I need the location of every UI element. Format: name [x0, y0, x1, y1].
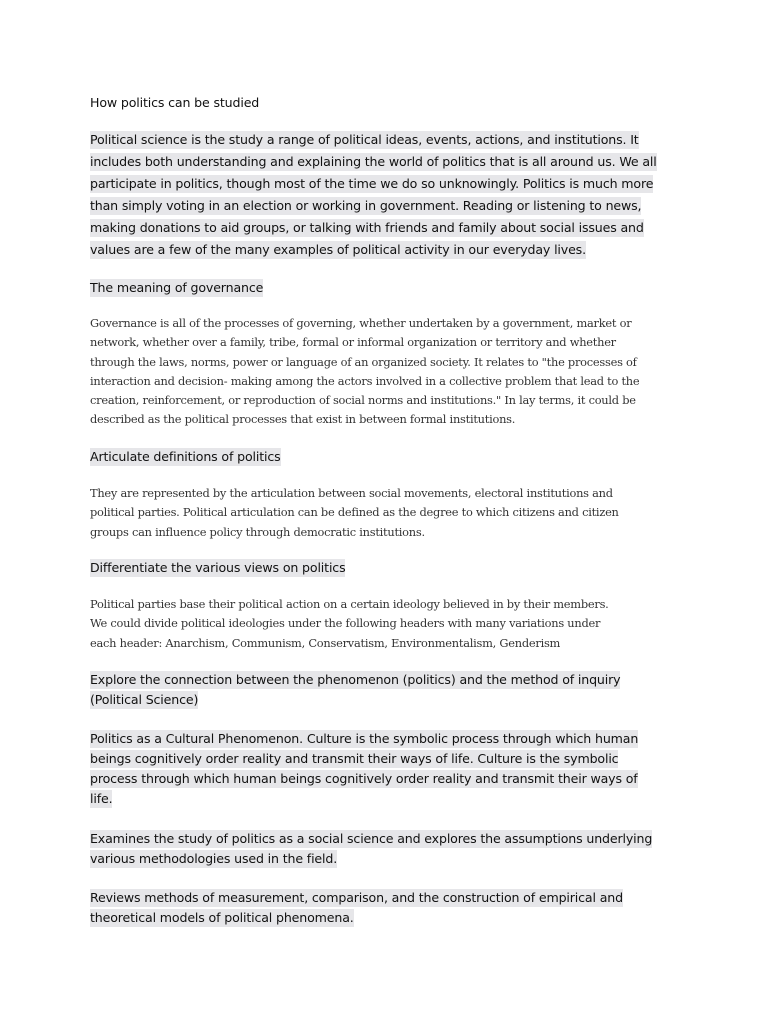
explore-paragraph: Explore the connection between the phenomenon (politics) and the method of inquiry (Political Science): [90, 672, 621, 707]
examines-paragraph: Examines the study of politics as a social science and explores the assumptions underlying various methodologies used in the field.: [90, 831, 653, 866]
culture-paragraph: Politics as a Cultural Phenomenon. Culture is the symbolic process through which human beings cognitively order reality and transmit their ways of life. Culture is the symbolic process through which human beings cognitively order reality and transmit their ways of life.: [90, 731, 639, 806]
reviews-paragraph: Reviews methods of measurement, comparison, and the construction of empirical and theoretical models of political phenomena.: [90, 890, 623, 925]
articulate-paragraph: They are represented by the articulation between social movements, electoral institutions and political parties. Political articulation can be defined as the degree to which citizens and citizen groups can influence policy through democratic institutions.: [90, 486, 619, 539]
views-paragraph: Political parties base their political action on a certain ideology believed in by their members. We could divide political ideologies under the following headers with many variations under each header: Anarchism, Communism, Conservatism, Environmentalism, Genderism: [90, 597, 609, 650]
governance-paragraph: Governance is all of the processes of governing, whether undertaken by a government, market or network, whether over a family, tribe, formal or informal organization or territory and whether through the laws, norms, power or language of an organized society. It relates to "the processes of interaction and decision- making among the actors involved in a collective problem that lead to the creation, reinforcement, or reproduction of social norms and institutions." In lay terms, it could be described as the political processes that exist in between formal institutions.: [90, 316, 640, 427]
views-heading: Differentiate the various views on politics: [90, 560, 346, 575]
intro-paragraph: Political science is the study a range of political ideas, events, actions, and institutions. It includes both understanding and explaining the world of politics that is all around us. We all participate in politics, though most of the time we do so unknowingly. Politics is much more than simply voting in an election or working in government. Reading or listening to news, making donations to aid groups, or talking with friends and family about social issues and values are a few of the many examples of political activity in our everyday lives.: [90, 132, 657, 257]
governance-heading: The meaning of governance: [90, 280, 264, 295]
document-title: How politics can be studied: [90, 95, 260, 110]
articulate-heading: Articulate definitions of politics: [90, 449, 281, 464]
